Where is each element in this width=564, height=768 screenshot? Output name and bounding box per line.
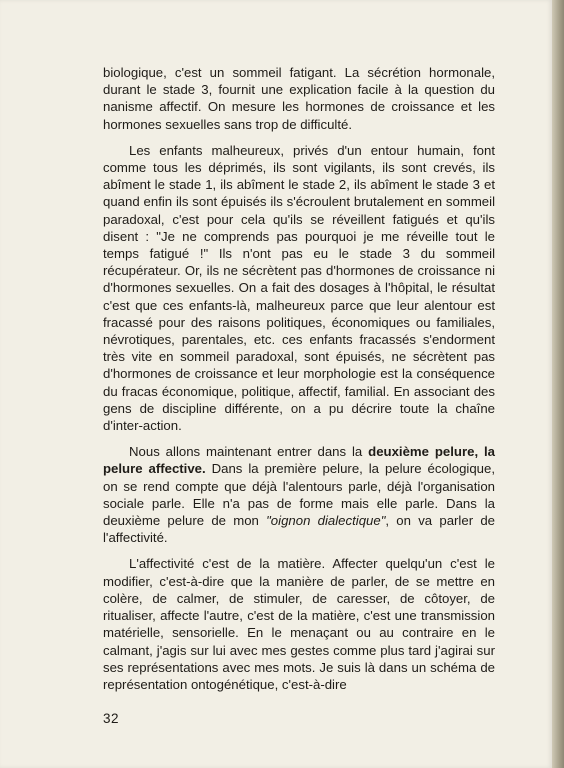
paragraph-1-text: biologique, c'est un sommeil fatigant. La sécrétion hormonale, durant le stade 3, fournit une explication facile à la question du nanisme affectif. On mesure les hormones de croissance et les hormones sexuelles sans trop de difficulté. <box>103 65 495 132</box>
paragraph-3-text-c: , on va parler de l'affectivité. <box>103 513 495 546</box>
paragraph-4 <box>103 555 495 693</box>
page-binding-edge <box>552 0 564 768</box>
paragraph-1 <box>103 64 495 133</box>
paragraph-2-text: Les enfants malheureux, privés d'un entour humain, font comme tous les déprimés, ils sont vigilants, ils sont crevés, ils abîment le stade 1, ils abîment le stade 2, ils abîment le stade 3 et quand enfin ils sont épuisés ils s'écroulent brutalement en sommeil paradoxal, c'est pour cela qu'ils se réveillent fatigués et qu'ils disent : "Je ne comprends pas pourquoi je me réveille tout le temps fatigué !" Ils n'ont pas eu le stade 3 du sommeil récupérateur. Or, ils ne sécrètent pas d'hormones de croissance ni d'hormones sexuelles. On a fait des dosages à l'hôpital, le résultat c'est que ces enfants-là, malheureux parce que leur alentour est fracassé pour des raisons politiques, économiques ou familiales, névrotiques, parentales, etc. ces enfants fracassés s'endorment très vite en sommeil paradoxal, sont épuisés, ne sécrètent pas d'hormones de croissance et leur morphologie est la conséquence du fracas économique, politique, affectif, familial. En associant des gens de discipline différente, on a pu décrire toute la chaîne d'inter-action. <box>103 142 495 434</box>
paragraph-4-text: L'affectivité c'est de la matière. Affecter quelqu'un c'est le modifier, c'est-à-dire que la manière de parler, de se mettre en colère, de calmer, de stimuler, de caresser, de côtoyer, de ritualiser, affecte l'autre, c'est de la matière, c'est une transmission matérielle, sensorielle. En le menaçant ou au contraire en le calmant, j'agis sur lui avec mes gestes comme plus tard j'agirai sur ses représentations avec mes mots. Je suis là dans un schéma de représentation ontogénétique, c'est-à-dire <box>103 556 495 692</box>
body-text <box>103 64 495 702</box>
paragraph-3-text-b: Dans la première pelure, la pelure écologique, on se rend compte que déjà l'alentours parle, déjà l'organisation sociale parle. Elle n'a pas de forme mais elle parle. Dans la deuxième pelure de mon <box>103 461 495 529</box>
paragraph-3 <box>103 443 495 546</box>
section-heading-affective-peel: deuxième pelure, la pelure affective. <box>103 444 495 477</box>
dialectic-onion-term: "oignon dialectique" <box>266 513 386 529</box>
paragraph-3-text-a: Nous allons maintenant entrer dans la <box>129 444 369 460</box>
page-number: 32 <box>103 711 120 726</box>
paragraph-2 <box>103 142 495 434</box>
